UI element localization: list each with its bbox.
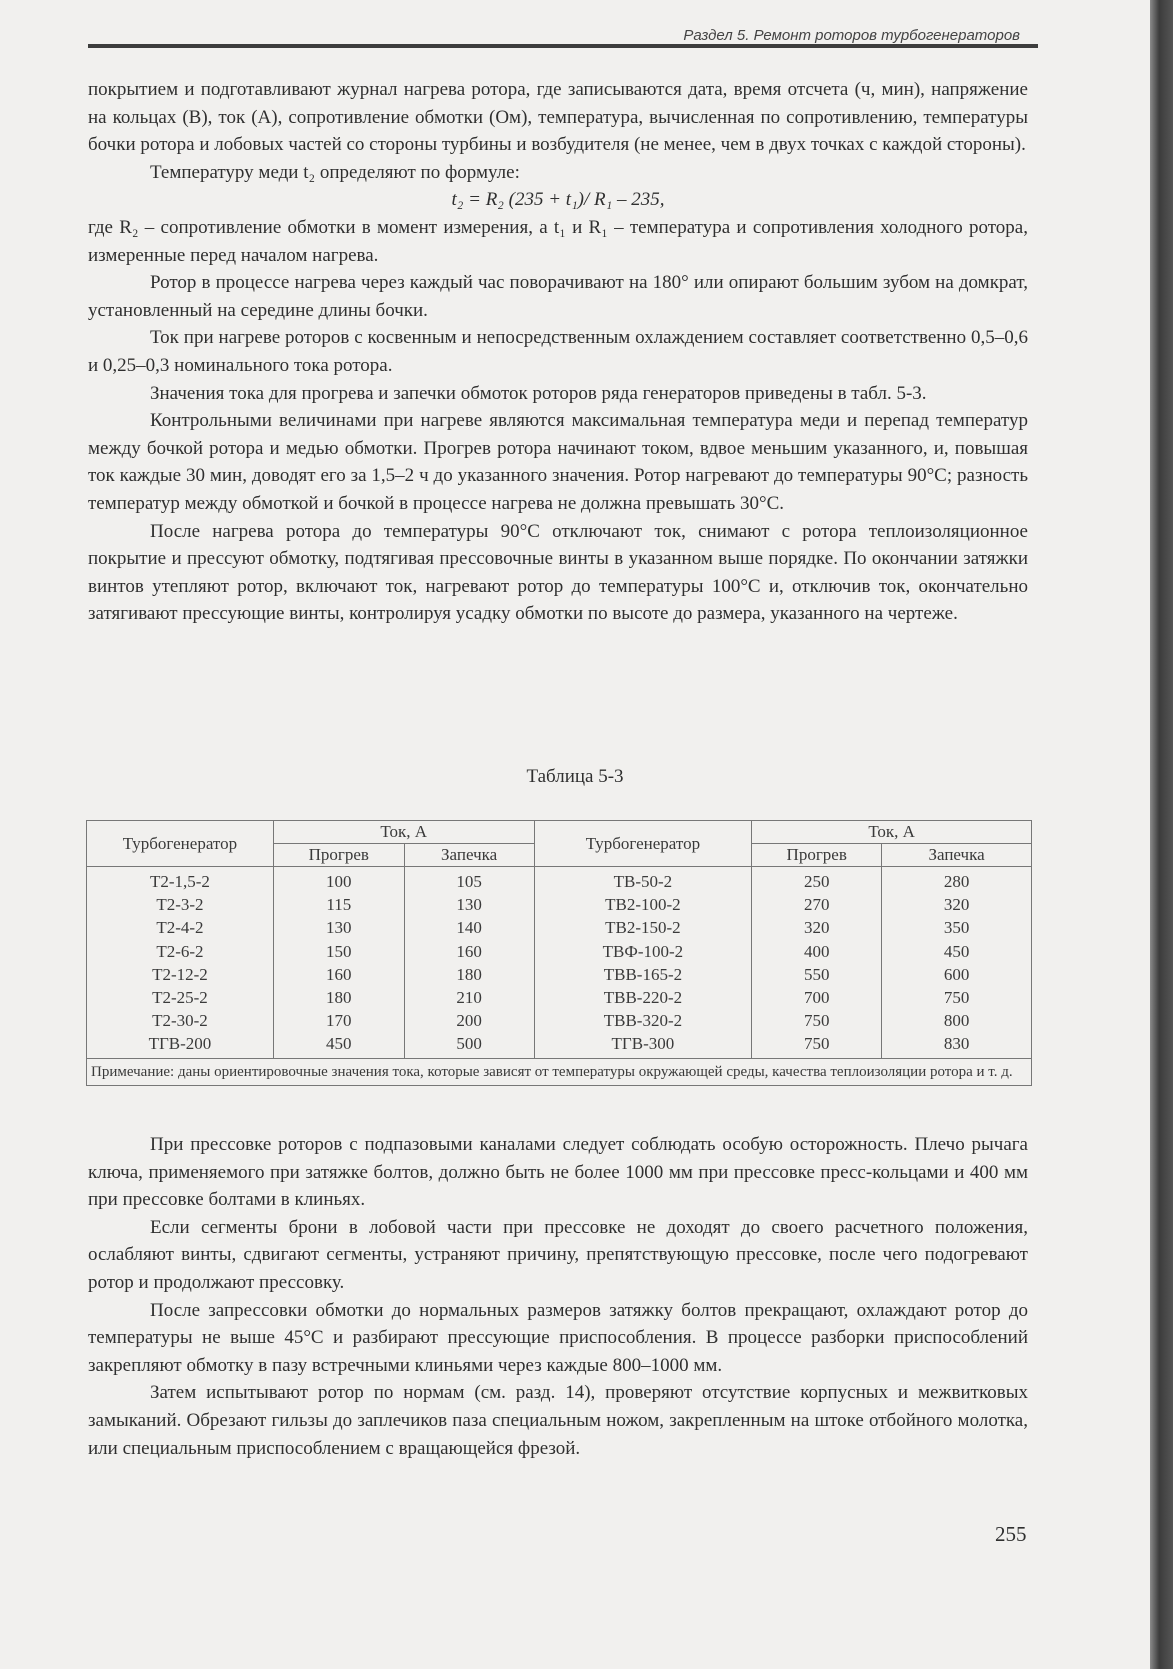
cell: 250 — [752, 867, 882, 894]
cell: 450 — [882, 940, 1032, 963]
cell: Т2-6-2 — [87, 940, 274, 963]
cell: 100 — [273, 867, 404, 894]
cell: ТВ-50-2 — [534, 867, 752, 894]
paragraph: Ротор в процессе нагрева через каждый час поворачивают на 180° или опирают большим зубом на домкрат, установленный на середине длины бочки. — [88, 272, 1028, 321]
cell: ТВ2-100-2 — [534, 893, 752, 916]
body-text-bottom — [88, 1131, 1028, 1462]
cell: 320 — [752, 916, 882, 939]
header-turbogenerator: Турбогенератор — [87, 821, 274, 867]
cell: 400 — [752, 940, 882, 963]
paragraph: После нагрева ротора до температуры 90°С отключают ток, снимают с ротора теплоизоляционное покрытие и прессуют обмотку, подтягивая прессовочные винты в указанном выше порядке. По окончании затяжки винтов утепляют ротор, включают ток, нагревают ротор до температуры 100°С и, отключив ток, окончательно затягивают прессующие винты, контролируя усадку обмотки по высоте до размера, указанного на чертеже. — [88, 520, 1028, 625]
cell: 140 — [404, 916, 534, 939]
cell: 150 — [273, 940, 404, 963]
cell: 450 — [273, 1032, 404, 1058]
header-heating: Прогрев — [752, 844, 882, 867]
cell: 550 — [752, 963, 882, 986]
cell: Т2-30-2 — [87, 1009, 274, 1032]
cell: Т2-1,5-2 — [87, 867, 274, 894]
cell: 750 — [752, 1032, 882, 1058]
paragraph: покрытием и подготавливают журнал нагрева ротора, где записываются дата, время отсчета (ч, мин), напряжение на кольцах (В), ток (А), сопротивление обмотки (Ом), температура, вычисленная по сопротивлению, температуры бочки ротора и лобовых частей со стороны турбины и возбудителя (не менее, чем в двух точках с каждой стороны). — [88, 79, 1028, 156]
current-table — [86, 820, 1032, 1086]
header-current: Ток, А — [273, 821, 534, 844]
cell: ТВВ-320-2 — [534, 1009, 752, 1032]
cell: 800 — [882, 1009, 1032, 1032]
body-text-top — [88, 76, 1028, 628]
cell: Т2-12-2 — [87, 963, 274, 986]
cell: ТВВ-220-2 — [534, 986, 752, 1009]
cell: 700 — [752, 986, 882, 1009]
table-row — [87, 986, 1032, 1009]
cell: 350 — [882, 916, 1032, 939]
paragraph: Температуру меди t₂ определяют по формуле: — [150, 161, 520, 183]
cell: 130 — [273, 916, 404, 939]
header-current: Ток, А — [752, 821, 1032, 844]
cell: ТВФ-100-2 — [534, 940, 752, 963]
table-row — [87, 867, 1032, 894]
cell: ТГВ-300 — [534, 1032, 752, 1058]
table-note: Примечание: даны ориентировочные значения тока, которые зависят от температуры окружающей среды, качества теплоизоляции ротора и т. д. — [87, 1058, 1032, 1085]
cell: ТВВ-165-2 — [534, 963, 752, 986]
cell: 200 — [404, 1009, 534, 1032]
formula: t₂ = R₂ (235 + t₁)/ R₁ – 235, — [451, 189, 665, 211]
cell: 750 — [882, 986, 1032, 1009]
cell: 130 — [404, 893, 534, 916]
cell: 320 — [882, 893, 1032, 916]
running-head: Раздел 5. Ремонт роторов турбогенераторов — [683, 27, 1020, 44]
table-note-row — [87, 1058, 1032, 1085]
header-baking: Запечка — [404, 844, 534, 867]
paragraph: При прессовке роторов с подпазовыми каналами следует соблюдать особую осторожность. Плечо рычага ключа, применяемого при затяжке болтов, должно быть не более 1000 мм при прессовке пресс-кольцами и 400 мм при прессовке болтами в клиньях. — [88, 1134, 1028, 1211]
cell: ТВ2-150-2 — [534, 916, 752, 939]
paragraph: После запрессовки обмотки до нормальных размеров затяжку болтов прекращают, охлаждают ротор до температуры не выше 45°С и разбирают прессующие приспособления. В процессе разборки приспособлений закрепляют обмотку в пазу встречными клиньями через каждые 800–1000 мм. — [88, 1299, 1028, 1376]
cell: 280 — [882, 867, 1032, 894]
table-row — [87, 1032, 1032, 1058]
cell: 160 — [404, 940, 534, 963]
paragraph: Значения тока для прогрева и запечки обмоток роторов ряда генераторов приведены в табл. 5-3. — [150, 382, 927, 404]
paragraph: Ток при нагреве роторов с косвенным и непосредственным охлаждением составляет соответственно 0,5–0,6 и 0,25–0,3 номинального тока ротора. — [88, 327, 1028, 376]
table-row — [87, 893, 1032, 916]
cell: ТГВ-200 — [87, 1032, 274, 1058]
table-row — [87, 940, 1032, 963]
paragraph: Контрольными величинами при нагреве являются максимальная температура меди и перепад температур между бочкой ротора и медью обмотки. Прогрев ротора начинают током, вдвое меньшим указанного, и, повышая ток каждые 30 мин, доводят его за 1,5–2 ч до указанного значения. Ротор нагревают до температуры 90°С; разность температур между обмоткой и бочкой в процессе нагрева не должна превышать 30°С. — [88, 410, 1028, 514]
cell: 750 — [752, 1009, 882, 1032]
cell: 115 — [273, 893, 404, 916]
paragraph: Если сегменты брони в лобовой части при прессовке не доходят до своего расчетного положения, ослабляют винты, сдвигают сегменты, устраняют причину, препятствующую прессовке, после чего подогревают ротор и продолжают прессовку. — [88, 1216, 1028, 1293]
table-row — [87, 916, 1032, 939]
cell: 160 — [273, 963, 404, 986]
header-turbogenerator: Турбогенератор — [534, 821, 752, 867]
header-baking: Запечка — [882, 844, 1032, 867]
cell: 105 — [404, 867, 534, 894]
cell: 830 — [882, 1032, 1032, 1058]
cell: Т2-3-2 — [87, 893, 274, 916]
table-title: Таблица 5-3 — [526, 766, 624, 787]
cell: 600 — [882, 963, 1032, 986]
cell: Т2-4-2 — [87, 916, 274, 939]
paragraph: где R₂ – сопротивление обмотки в момент измерения, а t₁ и R₁ – температура и сопротивления холодного ротора, измеренные перед началом нагрева. — [88, 216, 1028, 266]
cell: 180 — [273, 986, 404, 1009]
cell: 170 — [273, 1009, 404, 1032]
table-row — [87, 963, 1032, 986]
header-rule — [88, 44, 1038, 48]
header-heating: Прогрев — [273, 844, 404, 867]
cell: 210 — [404, 986, 534, 1009]
cell: Т2-25-2 — [87, 986, 274, 1009]
cell: 270 — [752, 893, 882, 916]
book-spine-edge — [1150, 0, 1173, 1669]
table-row — [87, 1009, 1032, 1032]
cell: 180 — [404, 963, 534, 986]
cell: 500 — [404, 1032, 534, 1058]
page-number: 255 — [995, 1522, 1027, 1546]
paragraph: Затем испытывают ротор по нормам (см. разд. 14), проверяют отсутствие корпусных и межвитковых замыканий. Обрезают гильзы до заплечиков паза специальным ножом, закрепленным на штоке отбойного молотка, или специальным приспособлением с вращающейся фрезой. — [88, 1382, 1028, 1459]
